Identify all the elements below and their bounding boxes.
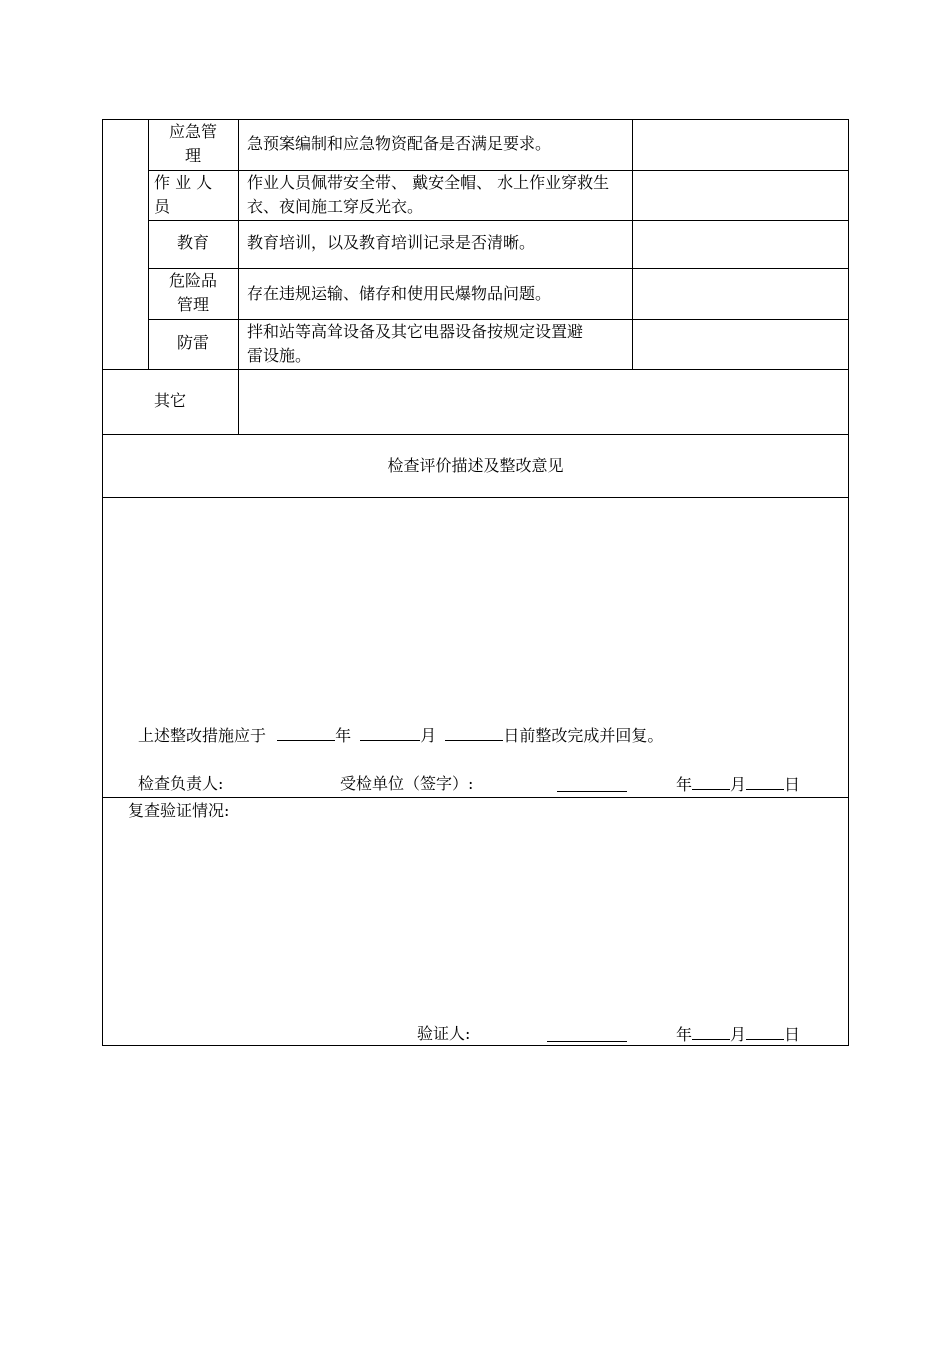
row-category: 应急管理 — [168, 122, 217, 165]
rectify-month-label: 月 — [420, 726, 437, 745]
sign-day-label: 日 — [784, 775, 801, 794]
inspected-unit-label: 受检单位（签字）: — [340, 774, 474, 793]
row-category: 作 业 人 员 — [154, 173, 213, 216]
rectify-prefix: 上述整改措施应于 — [138, 726, 267, 745]
column-divider — [238, 119, 239, 434]
rectify-deadline-line — [138, 723, 663, 748]
row-divider — [102, 497, 849, 498]
other-label: 其它 — [153, 391, 186, 410]
row-divider — [148, 220, 849, 221]
row-description: 急预案编制和应急物资配备是否满足要求。 — [247, 134, 552, 153]
verify-year-label: 年 — [676, 1025, 693, 1044]
verifier-signature-blank[interactable] — [547, 1024, 627, 1042]
row-category: 教育 — [176, 233, 209, 252]
sign-month-label: 月 — [730, 775, 747, 794]
signature-blank[interactable] — [557, 774, 627, 792]
sign-year-label: 年 — [676, 775, 693, 794]
row-divider — [148, 268, 849, 269]
row-divider — [102, 369, 849, 370]
rectify-year-label: 年 — [335, 726, 352, 745]
rectify-suffix: 日前整改完成并回复。 — [503, 726, 664, 745]
table-left-border — [102, 119, 103, 1046]
day-blank[interactable] — [746, 1022, 784, 1040]
column-divider — [632, 119, 633, 369]
row-description: 作业人员佩带安全带、 戴安全帽、 水上作业穿救生衣、夜间施工穿反光衣。 — [247, 173, 610, 216]
row-description: 教育培训，以及教育培训记录是否清晰。 — [247, 233, 536, 252]
row-divider — [102, 434, 849, 435]
verify-day-label: 日 — [784, 1025, 801, 1044]
table-right-border — [848, 119, 849, 1046]
review-label: 复查验证情况: — [128, 801, 230, 820]
year-blank[interactable] — [277, 723, 335, 741]
inspector-label: 检查负责人: — [138, 774, 224, 793]
verify-date — [676, 1022, 800, 1047]
month-blank[interactable] — [692, 772, 730, 790]
verify-month-label: 月 — [730, 1025, 747, 1044]
row-description: 存在违规运输、储存和使用民爆物品问题。 — [247, 284, 552, 303]
row-divider — [102, 797, 849, 798]
day-blank[interactable] — [746, 772, 784, 790]
month-blank[interactable] — [692, 1022, 730, 1040]
month-blank[interactable] — [360, 723, 420, 741]
verifier-label: 验证人: — [417, 1024, 471, 1043]
row-description: 拌和站等高耸设备及其它电器设备按规定设置避雷设施。 — [247, 322, 584, 365]
section-title: 检查评价描述及整改意见 — [387, 456, 564, 475]
sign-date — [676, 772, 800, 797]
row-category: 危险品管理 — [168, 271, 217, 314]
row-category: 防雷 — [176, 333, 209, 352]
day-blank[interactable] — [445, 723, 503, 741]
